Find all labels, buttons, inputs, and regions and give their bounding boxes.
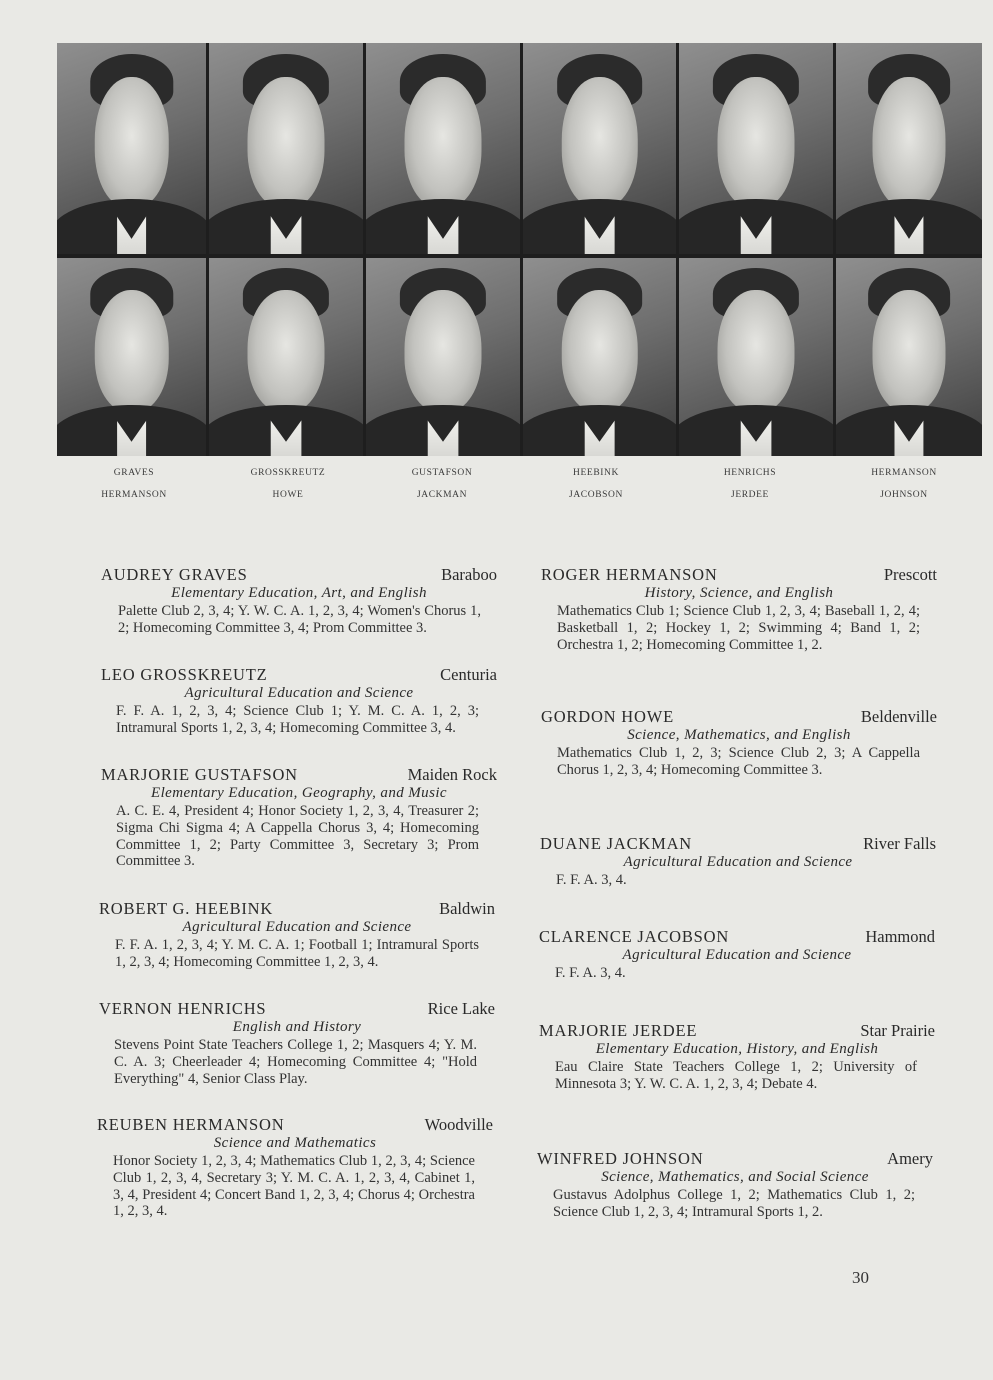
student-fields-of-study: English and History xyxy=(232,1019,362,1035)
student-hometown: Hammond xyxy=(865,927,935,946)
student-name: CLARENCE JACOBSON xyxy=(539,927,730,946)
portrait-head xyxy=(248,77,325,208)
student-name: WINFRED JOHNSON xyxy=(537,1149,704,1168)
student-entry xyxy=(97,1117,493,1242)
portrait-photo-jackman xyxy=(366,258,520,456)
portrait-head xyxy=(94,290,169,413)
portrait-photo-johnson xyxy=(836,258,982,456)
portrait-head xyxy=(94,77,169,208)
student-fields-of-study: Agricultural Education and Science xyxy=(182,919,412,935)
student-entry xyxy=(101,767,497,892)
student-name: ROGER HERMANSON xyxy=(541,565,718,584)
portrait-head xyxy=(718,77,795,208)
caption-top-3: GUSTAFSON xyxy=(411,468,473,478)
portrait-photo-hermanson xyxy=(836,43,982,254)
caption-bottom-2: HOWE xyxy=(272,490,304,500)
student-entry xyxy=(101,667,497,757)
student-activities: F. F. A. 3, 4. xyxy=(556,872,627,888)
portrait-head xyxy=(405,77,482,208)
student-entry xyxy=(540,836,936,896)
portrait-head xyxy=(873,77,946,208)
student-hometown: Beldenville xyxy=(860,707,937,726)
student-activities: Honor Society 1, 2, 3, 4; Mathematics Club 1, 2, 3, 4; Science Club 1, 2, 3, 4, Secretary 3; Y. M. C. A. 1, 2, 3, 4, Cabinet 1, 3, 4, President 4; Concert Band 1, 2, 3, 4; Chorus 4; Orchestra 1, 2, 3, 4. xyxy=(113,1153,475,1220)
student-hometown: Maiden Rock xyxy=(407,765,497,784)
student-activities: F. F. A. 1, 2, 3, 4; Science Club 1; Y. M. C. A. 1, 2, 3; Intramural Sports 1, 2, 3, 4; Homecoming Committee 3, 4. xyxy=(116,703,479,736)
student-name: REUBEN HERMANSON xyxy=(97,1115,285,1134)
portrait-photo-heebink xyxy=(523,43,676,254)
student-hometown: Star Prairie xyxy=(860,1021,935,1040)
caption-bottom-6: JOHNSON xyxy=(880,490,928,500)
student-name: MARJORIE JERDEE xyxy=(539,1021,698,1040)
student-entry xyxy=(99,1001,495,1109)
student-fields-of-study: Agricultural Education and Science xyxy=(184,685,414,701)
caption-bottom-1: HERMANSON xyxy=(101,490,167,500)
caption-top-5: HENRICHS xyxy=(723,468,777,478)
student-entry xyxy=(537,1151,933,1243)
student-fields-of-study: Elementary Education, History, and English xyxy=(595,1041,879,1057)
student-name: GORDON HOWE xyxy=(541,707,674,726)
portrait-head xyxy=(561,77,638,208)
caption-bottom-3: JACKMAN xyxy=(416,490,468,500)
portrait-photo-gustafson xyxy=(366,43,520,254)
portrait-head xyxy=(873,290,946,413)
portrait-photo-jacobson xyxy=(523,258,676,456)
caption-top-1: GRAVES xyxy=(113,468,155,478)
portrait-photo-hermanson xyxy=(57,258,206,456)
student-hometown: Woodville xyxy=(424,1115,493,1134)
student-entry xyxy=(99,901,495,991)
student-fields-of-study: Science, Mathematics, and Social Science xyxy=(601,1169,869,1185)
student-name: VERNON HENRICHS xyxy=(99,999,267,1018)
student-name: AUDREY GRAVES xyxy=(101,565,248,584)
student-fields-of-study: Elementary Education, Art, and English xyxy=(171,585,427,601)
student-fields-of-study: History, Science, and English xyxy=(644,585,834,601)
student-fields-of-study: Agricultural Education and Science xyxy=(623,854,853,870)
student-fields-of-study: Elementary Education, Geography, and Music xyxy=(151,785,447,801)
student-hometown: River Falls xyxy=(863,834,936,853)
portrait-head xyxy=(561,290,638,413)
student-name: MARJORIE GUSTAFSON xyxy=(101,765,298,784)
student-entry xyxy=(539,929,935,989)
caption-bottom-5: JERDEE xyxy=(731,490,769,500)
student-entry xyxy=(541,709,937,804)
student-hometown: Baldwin xyxy=(439,899,495,918)
student-fields-of-study: Science, Mathematics, and English xyxy=(627,727,851,743)
student-activities: F. F. A. 3, 4. xyxy=(555,965,626,981)
student-activities: Mathematics Club 1; Science Club 1, 2, 3, 4; Baseball 1, 2, 4; Basketball 1, 2; Hockey 1, 2; Swimming 4; Band 1, 2; Orchestra 1, 2; Homecoming Committee 1, 2. xyxy=(557,603,920,653)
student-name: DUANE JACKMAN xyxy=(540,834,693,853)
student-activities: F. F. A. 1, 2, 3, 4; Y. M. C. A. 1; Football 1; Intramural Sports 1, 2, 3, 4; Homecoming Committee 1, 2, 3, 4. xyxy=(115,937,479,970)
student-activities: A. C. E. 4, President 4; Honor Society 1, 2, 3, 4, Treasurer 2; Sigma Chi Sigma 4; A Cappella Chorus 3, 4; Homecoming Committee 1, 2; Party Committee 3, Secretary 3; Prom Committee 3. xyxy=(116,803,479,870)
portrait-photo-grosskreutz xyxy=(209,43,363,254)
student-fields-of-study: Agricultural Education and Science xyxy=(622,947,852,963)
caption-top-4: HEEBINK xyxy=(573,468,619,478)
student-hometown: Baraboo xyxy=(441,565,497,584)
student-hometown: Rice Lake xyxy=(427,999,495,1018)
student-activities: Gustavus Adolphus College 1, 2; Mathematics Club 1, 2; Science Club 1, 2, 3, 4; Intramural Sports 1, 2. xyxy=(553,1187,915,1220)
student-activities: Mathematics Club 1, 2, 3; Science Club 2, 3; A Cappella Chorus 1, 2, 3, 4; Homecoming Committee 3. xyxy=(557,745,920,778)
student-activities: Palette Club 2, 3, 4; Y. W. C. A. 1, 2, 3, 4; Women's Chorus 1, 2; Homecoming Committee 3, 4; Prom Committee 3. xyxy=(118,603,481,636)
student-entry xyxy=(541,567,937,677)
student-hometown: Centuria xyxy=(440,665,497,684)
caption-bottom-4: JACOBSON xyxy=(569,490,623,500)
student-entry xyxy=(101,567,497,657)
student-activities: Stevens Point State Teachers College 1, 2; Masquers 4; Y. M. C. A. 3; Cheerleader 4; Homecoming Committee 4; "Hold Everything" 4, Senior Class Play. xyxy=(114,1037,477,1087)
student-name: LEO GROSSKREUTZ xyxy=(101,665,268,684)
portrait-grid xyxy=(57,43,982,456)
student-entry xyxy=(539,1023,935,1115)
student-activities: Eau Claire State Teachers College 1, 2; University of Minnesota 3; Y. W. C. A. 1, 2, 3, 4; Debate 4. xyxy=(555,1059,917,1092)
portrait-head xyxy=(405,290,482,413)
portrait-head xyxy=(248,290,325,413)
portrait-photo-henrichs xyxy=(679,43,833,254)
portrait-head xyxy=(718,290,795,413)
student-hometown: Prescott xyxy=(883,565,937,584)
caption-top-6: HERMANSON xyxy=(871,468,937,478)
portrait-photo-howe xyxy=(209,258,363,456)
portrait-photo-jerdee xyxy=(679,258,833,456)
student-hometown: Amery xyxy=(887,1149,933,1168)
student-fields-of-study: Science and Mathematics xyxy=(213,1135,377,1151)
page-number: 30 xyxy=(852,1268,869,1287)
portrait-photo-graves xyxy=(57,43,206,254)
student-name: ROBERT G. HEEBINK xyxy=(99,899,274,918)
caption-top-2: GROSSKREUTZ xyxy=(250,468,326,478)
